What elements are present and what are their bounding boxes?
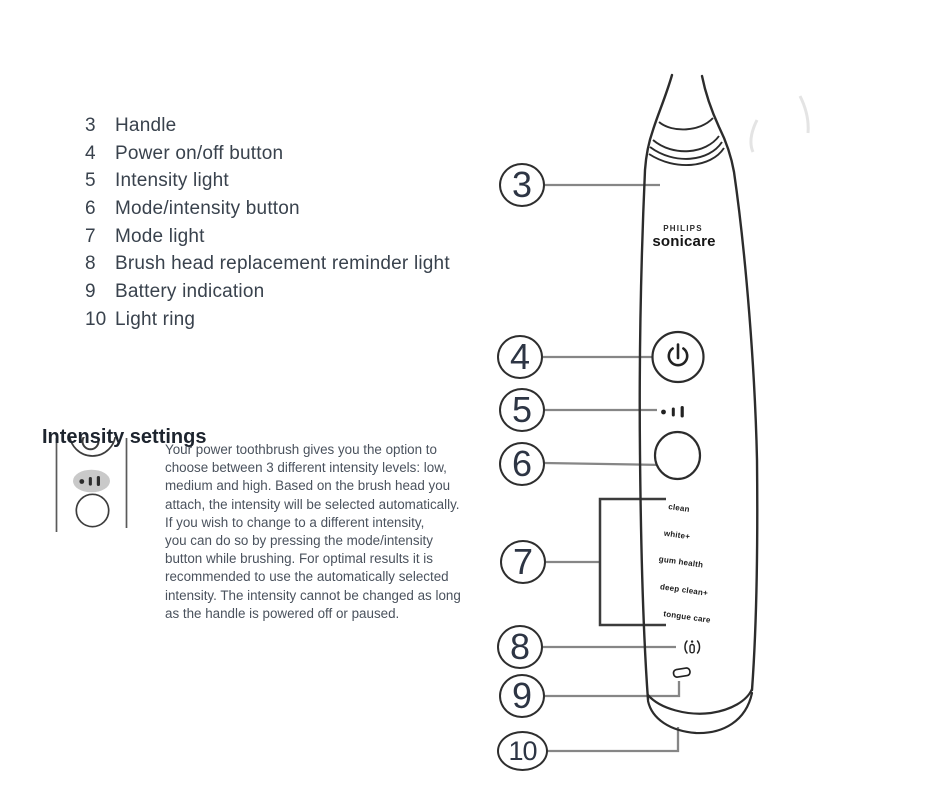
parts-list-item <box>85 306 450 334</box>
parts-list-item <box>85 195 450 223</box>
part-label: Power on/off button <box>115 142 284 164</box>
mode-label: deep clean+ <box>659 582 709 598</box>
mode-light-bracket <box>600 499 666 625</box>
part-label: Mode/intensity button <box>115 197 300 219</box>
callout-circle <box>500 540 546 584</box>
mode-label: gum health <box>658 554 704 570</box>
part-number: 4 <box>85 142 96 164</box>
callout-number: 4 <box>509 336 531 377</box>
callout-number: 10 <box>508 735 537 766</box>
parts-list-item <box>85 278 450 306</box>
callout-circle <box>497 335 543 379</box>
neck-collar-rings <box>649 118 724 165</box>
callout-number: 5 <box>511 389 533 430</box>
callout-circle <box>499 388 545 432</box>
part-label: Brush head replacement reminder light <box>115 253 450 275</box>
intensity-settings-paragraph <box>165 441 461 623</box>
part-number: 8 <box>85 253 96 275</box>
paragraph-line: If you wish to change to a different intensity, <box>165 514 425 530</box>
intensity-dots-icon <box>661 406 684 418</box>
paragraph-line: you can do so by pressing the mode/intensity <box>165 533 433 549</box>
part-label: Mode light <box>115 225 205 247</box>
battery-icon <box>673 668 690 678</box>
parts-list-item <box>85 112 450 140</box>
callout-number: 8 <box>509 626 531 667</box>
thumbnail-mode-button <box>76 494 108 526</box>
parts-list-item <box>85 223 450 251</box>
callout-circle <box>499 163 545 207</box>
mode-button <box>655 432 700 479</box>
callout-circle <box>499 674 545 718</box>
part-number: 9 <box>85 280 96 302</box>
scan-artifact <box>751 96 808 152</box>
mode-label: tongue care <box>662 609 712 625</box>
paragraph-line: recommended to use the automatically selected <box>165 569 449 585</box>
callout-circle <box>497 625 543 669</box>
paragraph-line: intensity. The intensity cannot be changed as long <box>165 587 461 603</box>
callout-number: 6 <box>511 443 533 484</box>
brush-head-reminder-icon <box>685 640 700 653</box>
part-number: 7 <box>85 225 96 247</box>
part-label: Light ring <box>115 308 196 330</box>
mode-label: clean <box>667 502 691 514</box>
callout-circle <box>499 442 545 486</box>
brand-philips: PHILIPS <box>663 224 703 233</box>
part-number: 5 <box>85 170 96 192</box>
part-label: Intensity light <box>115 170 229 192</box>
handle-outline <box>640 75 758 700</box>
paragraph-line: button while brushing. For optimal results it is <box>165 551 433 567</box>
paragraph-line: Your power toothbrush gives you the option to <box>165 442 437 457</box>
paragraph-line: choose between 3 different intensity levels: low, <box>165 460 447 476</box>
part-number: 10 <box>85 308 107 330</box>
callout-circle <box>497 731 548 771</box>
parts-list <box>85 112 450 334</box>
paragraph-line: medium and high. Based on the brush head you <box>165 478 451 494</box>
power-button <box>653 332 704 382</box>
callout-number: 7 <box>512 541 534 582</box>
parts-list-item <box>85 140 450 168</box>
parts-list-item <box>85 250 450 278</box>
brand-sonicare: sonicare <box>652 233 716 250</box>
part-number: 6 <box>85 197 96 219</box>
paragraph-line: attach, the intensity will be selected automatically. <box>165 496 460 512</box>
part-label: Battery indication <box>115 280 265 302</box>
callout-number: 9 <box>511 675 533 716</box>
part-number: 3 <box>85 114 96 136</box>
paragraph-line: as the handle is powered off or paused. <box>165 605 400 621</box>
callout-number: 3 <box>511 164 533 205</box>
mode-label: white+ <box>663 528 691 542</box>
intensity-settings-heading: Intensity settings <box>42 425 207 448</box>
parts-list-item <box>85 167 450 195</box>
part-label: Handle <box>115 114 177 136</box>
